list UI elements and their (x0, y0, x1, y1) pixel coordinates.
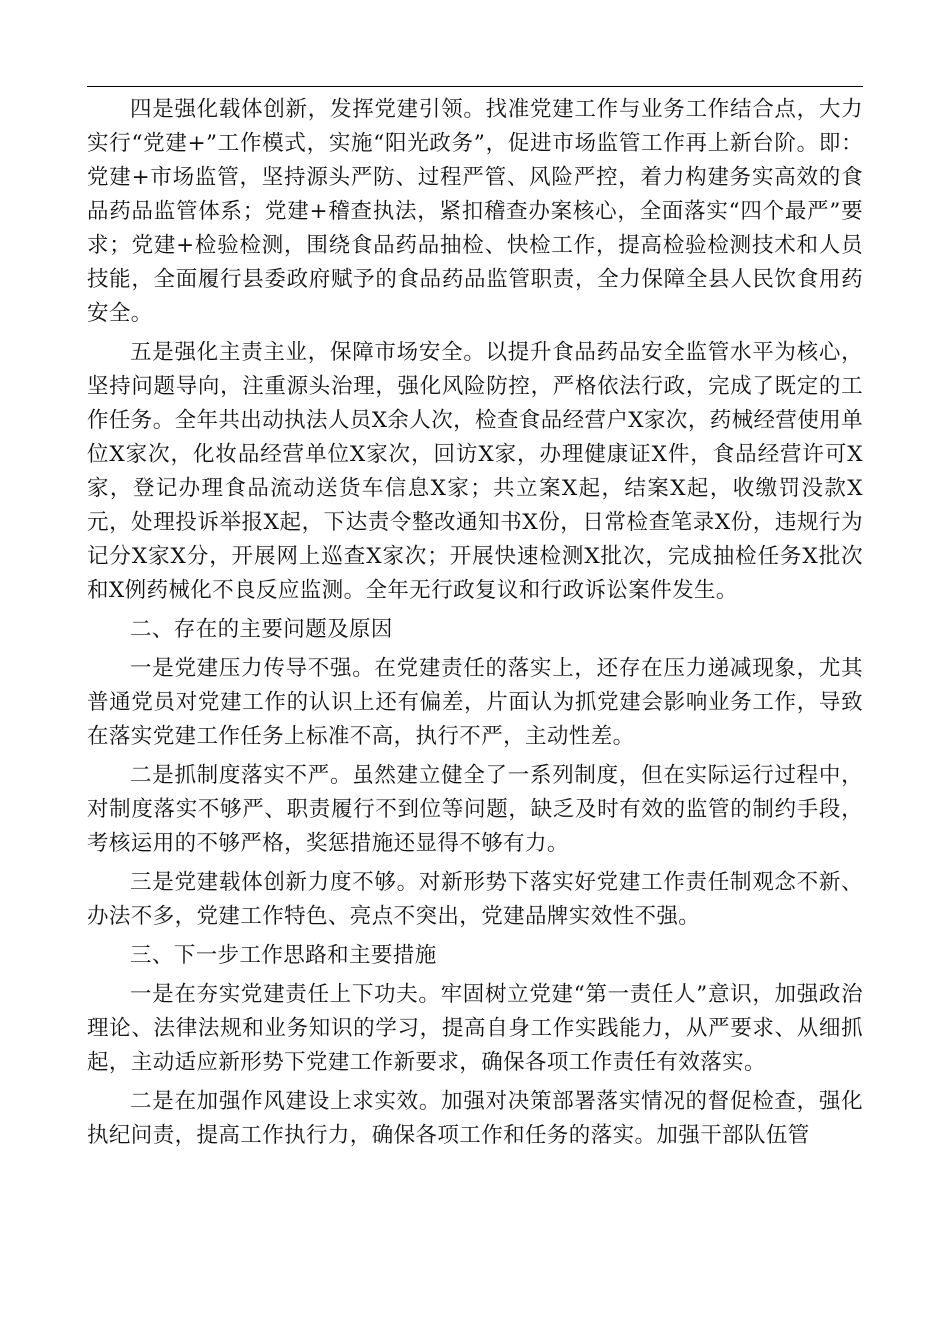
header-rule (87, 86, 863, 87)
section-heading-problems: 二、存在的主要问题及原因 (130, 617, 393, 642)
document-body (87, 93, 863, 1153)
paragraph-problem-3: 三是党建载体创新力度不够。对新形势下落实好党建工作责任制观念不新、办法不多，党建工作特色、亮点不突出，党建品牌实效性不强。 (87, 870, 863, 929)
paragraph-problem-2: 二是抓制度落实不严。虽然建立健全了一系列制度，但在实际运行过程中，对制度落实不够严、职责履行不到位等问题，缺乏及时有效的监管的制约手段，考核运用的不够严格，奖惩措施还显得不够有力。 (87, 763, 863, 856)
paragraph-measure-1: 一是在夯实党建责任上下功夫。牢固树立党建“第一责任人”意识，加强政治理论、法律法规和业务知识的学习，提高自身工作实践能力，从严要求、从细抓起，主动适应新形势下党建工作新要求，确保各项工作责任有效落实。 (87, 982, 863, 1075)
paragraph-measure-2: 二是在加强作风建设上求实效。加强对决策部署落实情况的督促检查，强化执纪问责，提高工作执行力，确保各项工作和任务的落实。加强干部队伍管 (87, 1089, 863, 1148)
paragraph-4-carrier-innovation: 四是强化载体创新，发挥党建引领。找准党建工作与业务工作结合点，大力实行“党建+”工作模式，实施“阳光政务”，促进市场监管工作再上新台阶。即：党建+市场监管，坚持源头严防、过程严管、风险严控，着力构建务实高效的食品药品监管体系；党建+稽查执法，紧扣稽查办案核心，全面落实“四个最严”要求；党建+检验检测，围绕食品药品抽检、快检工作，提高检验检测技术和人员技能，全面履行县委政府赋予的食品药品监管职责，全力保障全县人民饮食用药安全。 (87, 97, 863, 326)
section-heading-next-steps: 三、下一步工作思路和主要措施 (130, 943, 437, 968)
paragraph-problem-1: 一是党建压力传导不强。在党建责任的落实上，还存在压力递减现象，尤其普通党员对党建工作的认识上还有偏差，片面认为抓党建会影响业务工作，导致在落实党建工作任务上标准不高，执行不严，主动性差。 (87, 656, 863, 749)
paragraph-5-main-duty: 五是强化主责主业，保障市场安全。以提升食品药品安全监管水平为核心，坚持问题导向，注重源头治理，强化风险防控，严格依法行政，完成了既定的工作任务。全年共出动执法人员X余人次，检查食品经营户X家次，药械经营使用单位X家次，化妆品经营单位X家次，回访X家，办理健康证X件，食品经营许可X家，登记办理食品流动送货车信息X家；共立案X起，结案X起，收缴罚没款X元，处理投诉举报X起，下达责令整改通知书X份，日常检查笔录X份，违规行为记分X家X分，开展网上巡查X家次；开展快速检测X批次，完成抽检任务X批次和X例药械化不良反应监测。全年无行政复议和行政诉讼案件发生。 (87, 340, 864, 603)
